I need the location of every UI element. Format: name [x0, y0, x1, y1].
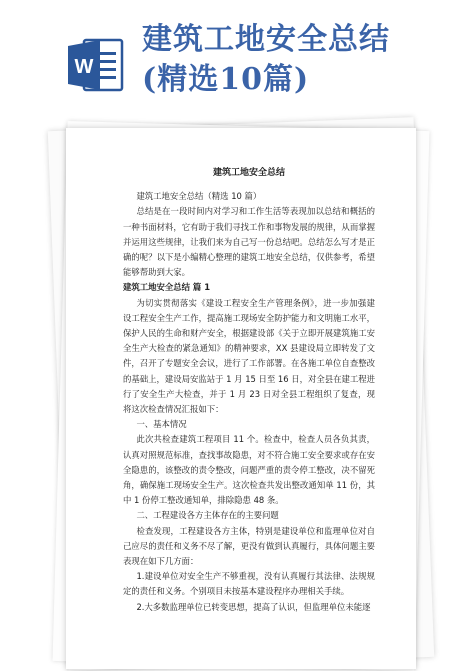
document-title: 建筑工地安全总结	[212, 168, 285, 178]
page-title-line1: 建筑工地安全总结	[142, 22, 390, 57]
word-logo-letter: W	[74, 56, 94, 78]
body-paragraph: 检查发现，工程建设各方主体，特别是建设单位和监理单位对自己应尽的责任和义务不尽了解，更没有做到认真履行，具体问题主要表现在如下几方面：	[123, 525, 375, 567]
body-paragraph: 此次共检查建筑工程项目 11 个。检查中，检查人员各负其责，认真对照规范标准，查找事故隐患，对不符合施工安全要求或存在安全隐患的，该整改的责令整改，问题严重的责令停工整改，决不留死角，确保施工现场安全生产。这次检查共发出整改通知单 11 份，其中 1 份停工整改通知单，排除隐患 48 条。	[123, 434, 375, 506]
body-paragraph: 2.大多数监理单位已转变思想，提高了认识，但监理单位未能逐	[136, 601, 371, 612]
document-subtitle: 建筑工地安全总结（精选 10 篇）	[136, 191, 262, 202]
header	[0, 0, 474, 122]
sub-heading: 二、工程建设各方主体存在的主要问题	[136, 510, 279, 521]
page-title-line2: (精选10篇)	[142, 62, 310, 97]
intro-paragraph: 总结是在一段时间内对学习和工作生活等表现加以总结和概括的一种书面材料，它有助于我们寻找工作和事物发展的规律，从而掌握并运用这些规律，让我们来为自己写一份总结吧。总结怎么写才是正确的呢？以下是小编精心整理的建筑工地安全总结，仅供参考，希望能够帮助到大家。	[123, 206, 375, 278]
sub-heading: 一、基本情况	[136, 419, 187, 430]
word-document-icon	[66, 36, 124, 94]
document-page	[66, 128, 416, 669]
body-paragraph: 1.建设单位对安全生产不够重视，没有认真履行其法律、法规规定的责任和义务。个别项目未按基本建设程序办理相关手续。	[123, 571, 375, 597]
document-body	[123, 166, 375, 615]
section-heading: 建筑工地安全总结 篇 1	[123, 282, 211, 293]
page-title	[142, 20, 472, 100]
body-paragraph: 为切实贯彻落实《建设工程安全生产管理条例》，进一步加强建设工程安全生产工作，提高施工现场安全防护能力和文明施工水平，保护人民的生命和财产安全，根据建设部《关于立即开展建筑施工安全生产大检查的紧急通知》的精神要求，XX 县建设局立即转发了文件，召开了专题安全会议，进行了工作部署。在各施工单位自查整改的基础上，建设局安监站于 1 月 15 日至 16 日，对全县在建工程进行了安全生产大检查，并于 1 月 23 日对全县工程组织了复查，现将这次检查情况汇报如下：	[123, 297, 375, 415]
